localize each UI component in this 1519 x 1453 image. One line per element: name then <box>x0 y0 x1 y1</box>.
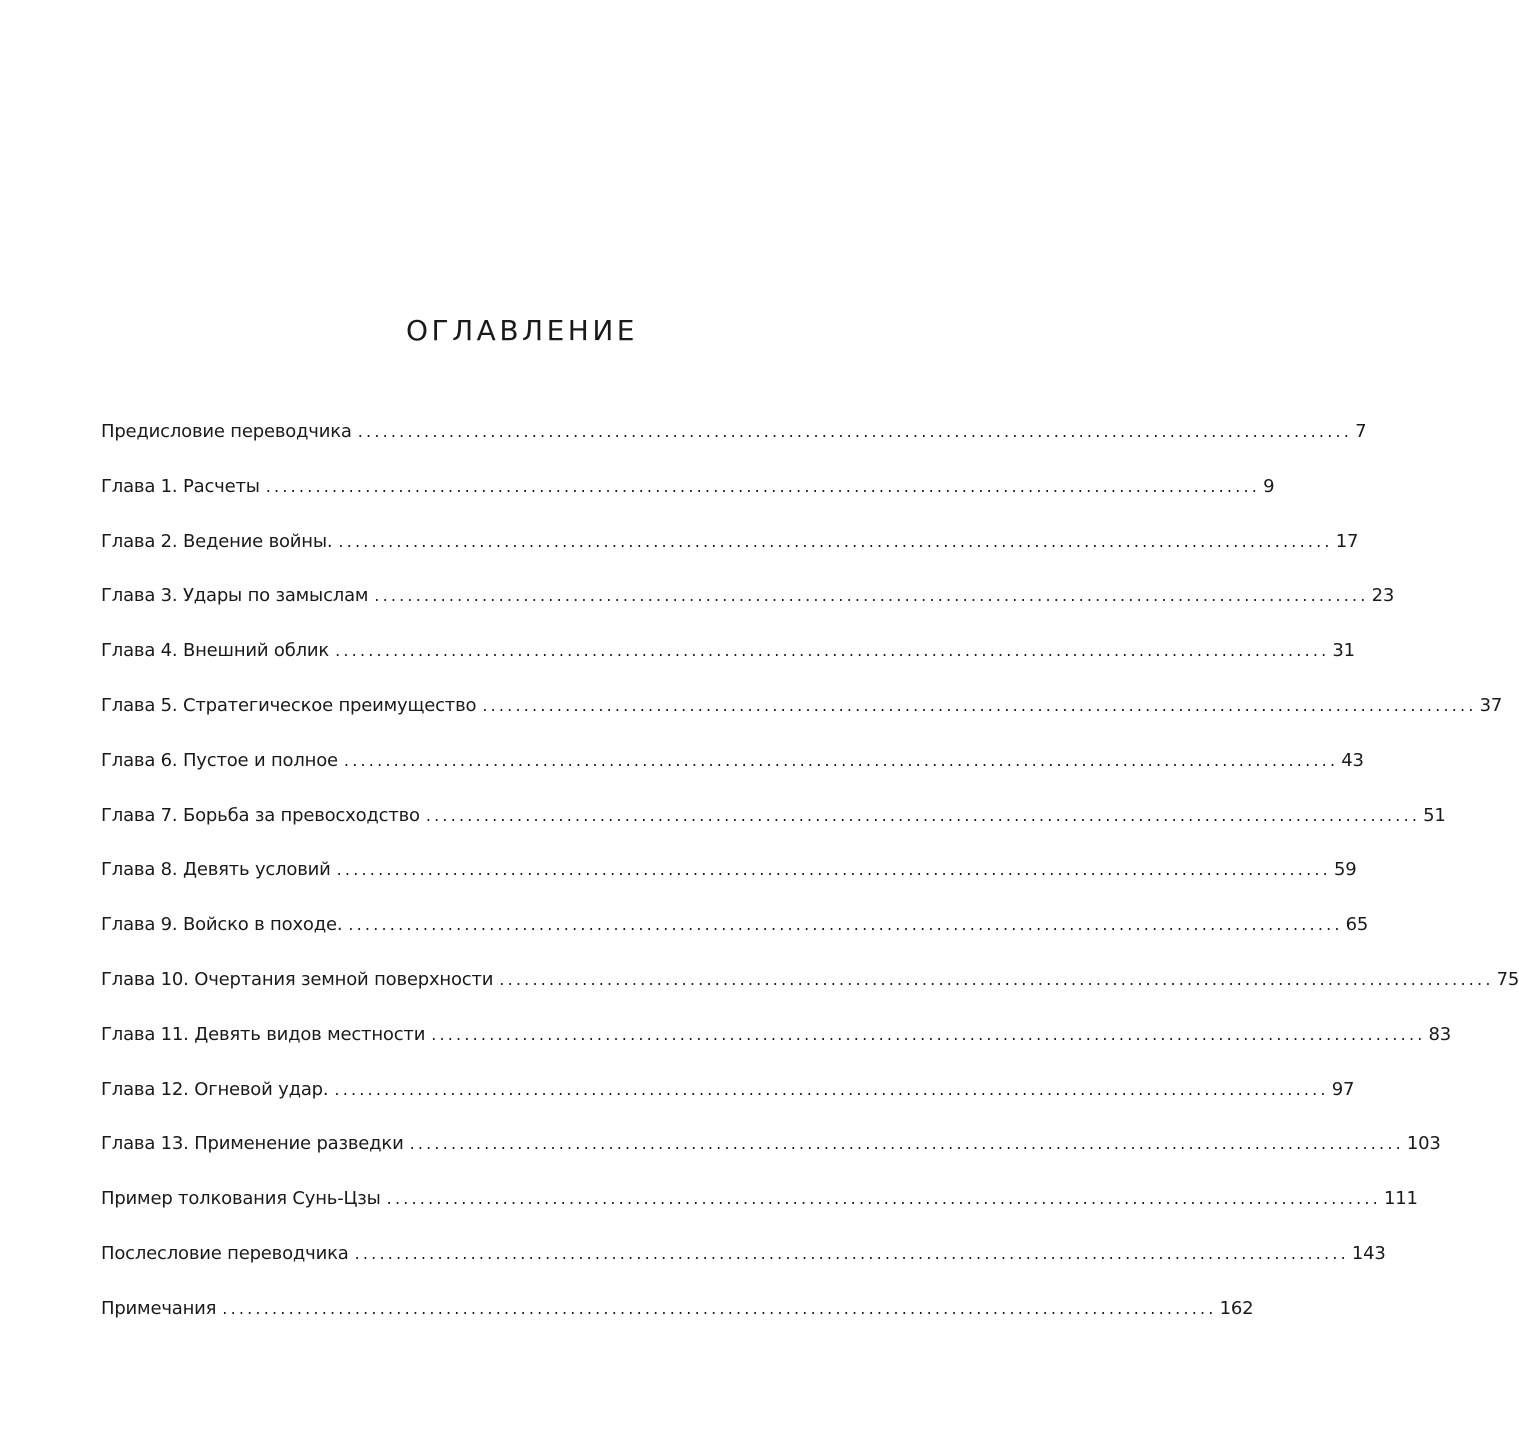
toc-entry-title: Глава 9. Войско в походе. <box>101 914 343 936</box>
toc-entry-page: 97 <box>1331 1078 1355 1100</box>
toc-entry <box>101 576 1395 631</box>
toc-dot-leader: ........................................................................................................................ <box>343 750 1339 770</box>
toc-entry-title: Глава 4. Внешний облик <box>101 640 330 662</box>
toc-dot-leader: ........................................................................................................................ <box>222 1298 1217 1318</box>
toc-entry <box>101 412 1367 467</box>
toc-entry-page: 65 <box>1345 914 1369 936</box>
toc-entry-title: Глава 5. Стратегическое преимущество <box>101 694 477 716</box>
toc-entry-page: 23 <box>1371 585 1395 607</box>
table-of-contents <box>101 412 1519 1344</box>
toc-dot-leader: ........................................................................................................................ <box>334 1079 1329 1099</box>
toc-dot-leader: ........................................................................................................................ <box>357 422 1353 441</box>
page-title: ОГЛАВЛЕНИЕ <box>406 314 638 347</box>
toc-dot-leader: ........................................................................................................................ <box>354 1243 1349 1263</box>
toc-entry <box>101 1070 1355 1125</box>
toc-entry-title: Послесловие переводчика <box>101 1242 349 1264</box>
toc-entry-page: 83 <box>1428 1023 1452 1045</box>
toc-entry-page: 59 <box>1333 859 1357 881</box>
toc-entry <box>101 1289 1254 1344</box>
toc-entry-page: 9 <box>1263 475 1275 497</box>
toc-entry-title: Глава 11. Девять видов местности <box>101 1023 426 1045</box>
toc-dot-leader: ........................................................................................................................ <box>425 805 1421 825</box>
toc-dot-leader: ........................................................................................................................ <box>482 695 1477 715</box>
toc-entry <box>101 741 1364 796</box>
toc-entry-page: 111 <box>1383 1188 1418 1210</box>
toc-dot-leader: ........................................................................................................................ <box>374 586 1369 606</box>
toc-dot-leader: ........................................................................................................................ <box>265 476 1261 496</box>
toc-entry-title: Глава 1. Расчеты <box>101 475 260 497</box>
toc-entry <box>101 850 1357 905</box>
toc-entry <box>101 1124 1441 1179</box>
toc-dot-leader: ........................................................................................................................ <box>336 860 1331 880</box>
toc-entry-title: Глава 7. Борьба за превосходство <box>101 804 420 826</box>
toc-entry <box>101 1015 1452 1070</box>
toc-entry-page: 17 <box>1335 530 1359 552</box>
toc-entry <box>101 960 1519 1015</box>
toc-entry-title: Глава 10. Очертания земной поверхности <box>101 968 494 990</box>
toc-entry-page: 7 <box>1355 421 1367 442</box>
toc-entry-title: Глава 12. Огневой удар. <box>101 1078 329 1100</box>
toc-entry <box>101 796 1446 851</box>
toc-entry-title: Глава 6. Пустое и полное <box>101 749 338 771</box>
toc-entry-title: Примечания <box>101 1297 217 1319</box>
toc-dot-leader: ........................................................................................................................ <box>431 1024 1426 1044</box>
toc-entry-page: 31 <box>1332 640 1355 662</box>
toc-entry-page: 43 <box>1341 749 1364 771</box>
toc-entry <box>101 1179 1418 1234</box>
toc-entry <box>101 1234 1386 1289</box>
toc-entry-title: Глава 2. Ведение войны. <box>101 530 333 552</box>
toc-dot-leader: ........................................................................................................................ <box>335 641 1330 661</box>
toc-entry <box>101 686 1503 741</box>
toc-dot-leader: ........................................................................................................................ <box>499 969 1494 989</box>
toc-entry-title: Глава 8. Девять условий <box>101 859 331 881</box>
toc-entry-title: Глава 3. Удары по замыслам <box>101 585 369 607</box>
toc-entry <box>101 522 1359 577</box>
toc-dot-leader: ........................................................................................................................ <box>348 915 1343 935</box>
toc-dot-leader: ........................................................................................................................ <box>338 531 1333 551</box>
toc-entry <box>101 905 1369 960</box>
toc-entry-title: Глава 13. Применение разведки <box>101 1133 404 1155</box>
toc-entry <box>101 467 1275 522</box>
toc-entry-page: 51 <box>1423 804 1446 826</box>
toc-dot-leader: ........................................................................................................................ <box>386 1189 1381 1209</box>
toc-entry-page: 162 <box>1219 1297 1254 1319</box>
toc-entry <box>101 631 1355 686</box>
toc-entry-title: Предисловие переводчика <box>101 421 352 442</box>
toc-entry-page: 143 <box>1351 1242 1386 1264</box>
toc-entry-page: 103 <box>1406 1133 1441 1155</box>
toc-entry-page: 37 <box>1479 694 1503 716</box>
toc-entry-title: Пример толкования Сунь-Цзы <box>101 1188 381 1210</box>
toc-dot-leader: ........................................................................................................................ <box>409 1134 1404 1154</box>
toc-entry-page: 75 <box>1496 968 1519 990</box>
